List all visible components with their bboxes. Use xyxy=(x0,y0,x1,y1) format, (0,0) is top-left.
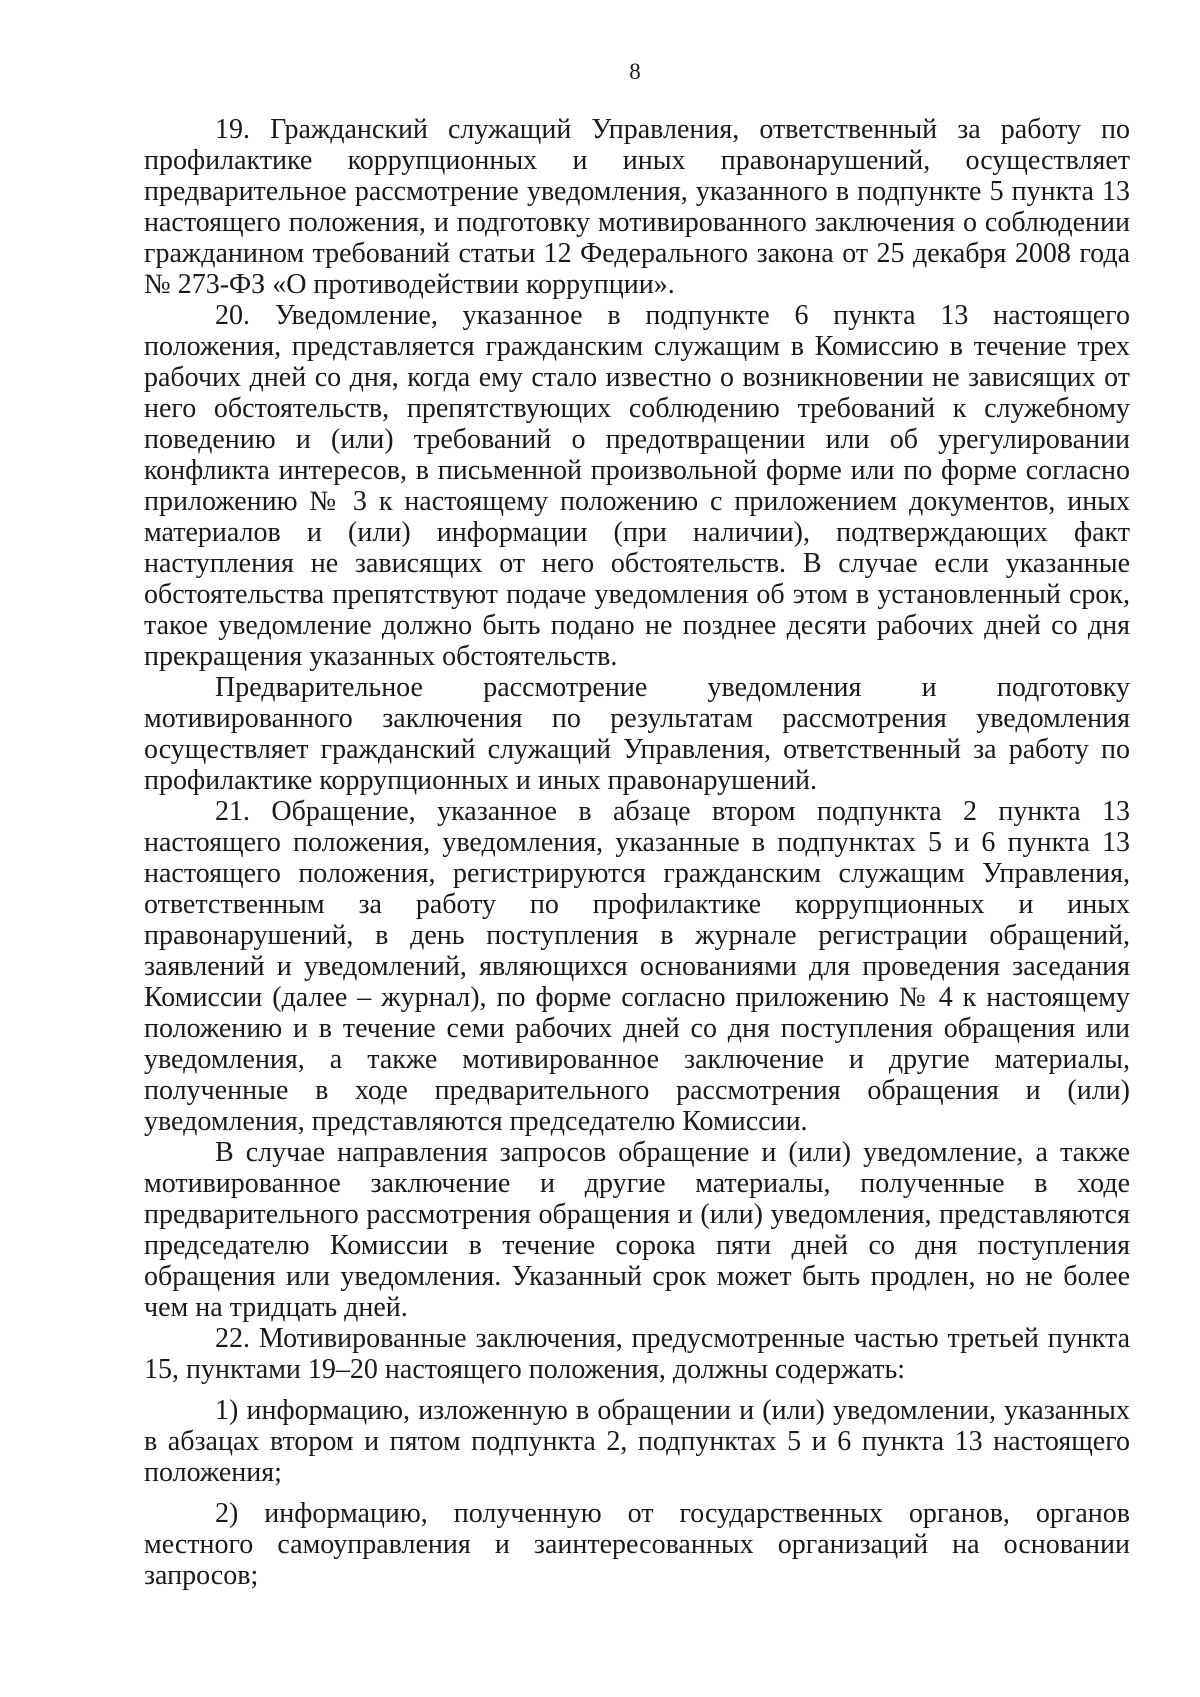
paragraph-20: 20. Уведомление, указанное в подпункте 6 пункта 13 настоящего положения, представляется гражданским служащим в Комиссию в течение трех рабочих дней со дня, когда ему стало известно о возникновении не зависящих от него обстоятельств, препятствующих соблюдению требований к служебному поведению и (или) требований о предотвращении или об урегулировании конфликта интересов, в письменной произвольной форме или по форме согласно приложению № 3 к настоящему положению с приложением документов, иных материалов и (или) информации (при наличии), подтверждающих факт наступления не зависящих от него обстоятельств. В случае если указанные обстоятельства препятствуют подаче уведомления об этом в установленный срок, такое уведомление должно быть подано не позднее десяти рабочих дней со дня прекращения указанных обстоятельств. xyxy=(144,300,1130,672)
paragraph-20-preliminary-review: Предварительное рассмотрение уведомления и подготовку мотивированного заключения по результатам рассмотрения уведомления осуществляет гражданский служащий Управления, ответственный за работу по профилактике коррупционных и иных правонарушений. xyxy=(144,672,1130,796)
paragraph-21-requests: В случае направления запросов обращение и (или) уведомление, а также мотивированное заключение и другие материалы, полученные в ходе предварительного рассмотрения обращения и (или) уведомления, представляются председателю Комиссии в течение сорока пяти дней со дня поступления обращения или уведомления. Указанный срок может быть продлен, но не более чем на тридцать дней. xyxy=(144,1137,1130,1323)
paragraph-22-item-2: 2) информацию, полученную от государственных органов, органов местного самоуправления и заинтересованных организаций на основании запросов; xyxy=(144,1498,1130,1591)
paragraph-21: 21. Обращение, указанное в абзаце втором подпункта 2 пункта 13 настоящего положения, уведомления, указанные в подпунктах 5 и 6 пункта 13 настоящего положения, регистрируются гражданским служащим Управления, ответственным за работу по профилактике коррупционных и иных правонарушений, в день поступления в журнале регистрации обращений, заявлений и уведомлений, являющихся основаниями для проведения заседания Комиссии (далее – журнал), по форме согласно приложению № 4 к настоящему положению и в течение семи рабочих дней со дня поступления обращения или уведомления, а также мотивированное заключение и другие материалы, полученные в ходе предварительного рассмотрения обращения и (или) уведомления, представляются председателю Комиссии. xyxy=(144,796,1130,1137)
paragraph-22-item-1: 1) информацию, изложенную в обращении и (или) уведомлении, указанных в абзацах втором и пятом подпункта 2, подпунктах 5 и 6 пункта 13 настоящего положения; xyxy=(144,1395,1130,1488)
paragraph-19: 19. Гражданский служащий Управления, ответственный за работу по профилактике коррупционных и иных правонарушений, осуществляет предварительное рассмотрение уведомления, указанного в подпункте 5 пункта 13 настоящего положения, и подготовку мотивированного заключения о соблюдении гражданином требований статьи 12 Федерального закона от 25 декабря 2008 года № 273-ФЗ «О противодействии коррупции». xyxy=(144,114,1130,300)
document-body xyxy=(144,114,1130,1591)
paragraph-22: 22. Мотивированные заключения, предусмотренные частью третьей пункта 15, пунктами 19–20 настоящего положения, должны содержать: xyxy=(144,1323,1130,1385)
page-number: 8 xyxy=(629,59,641,84)
